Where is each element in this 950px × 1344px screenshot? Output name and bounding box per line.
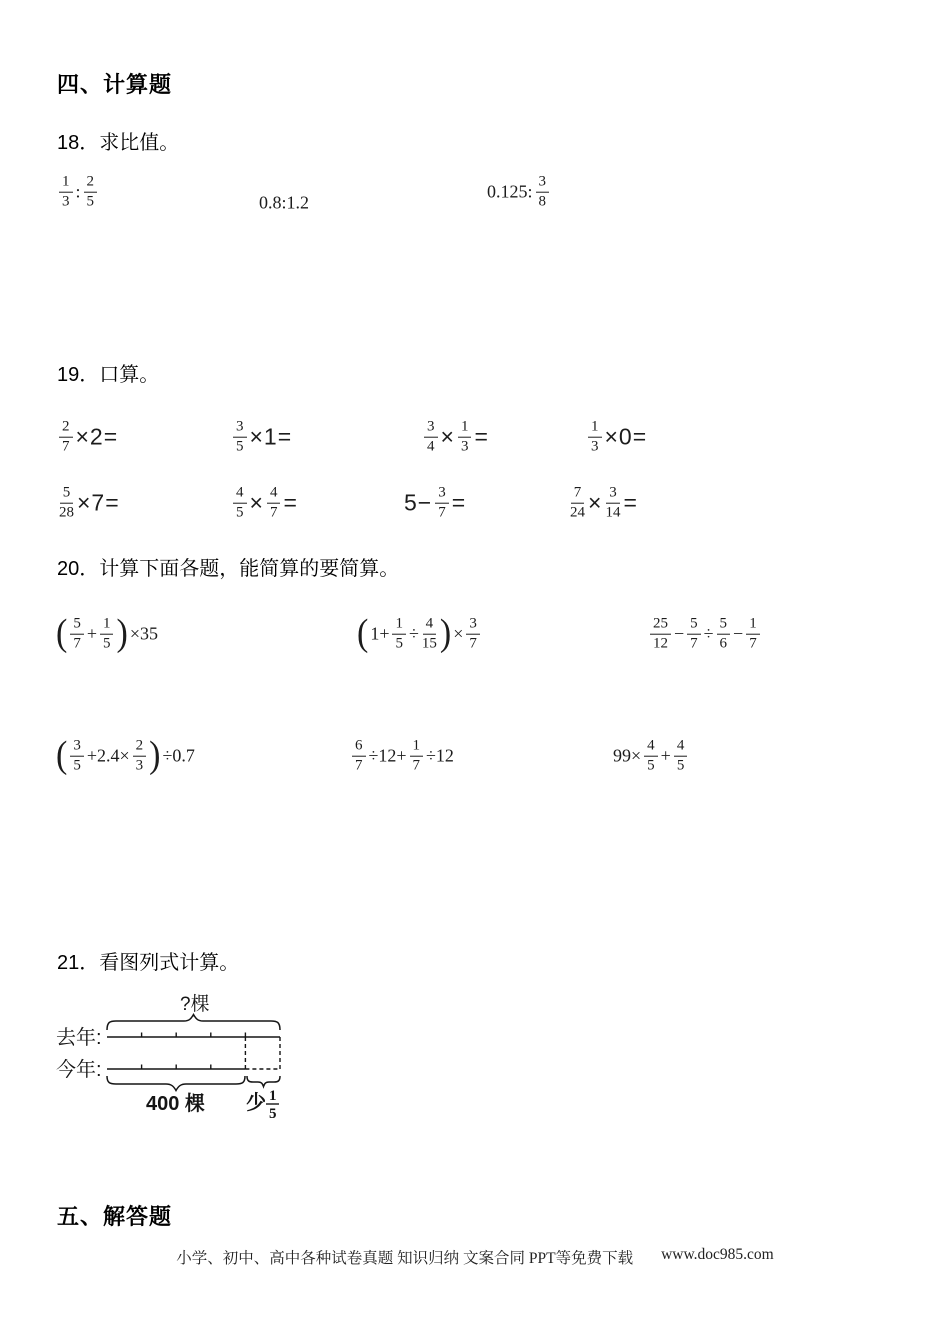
math-expression: $\frac{1}{3}$ ×0= (586, 419, 648, 456)
math-expression: 0.8:1.2 (259, 192, 310, 213)
fraction: $\frac{1}{5}$ (392, 616, 406, 653)
math-expression: ( 1+ $\frac{1}{5}$ ÷ $\frac{4}{15}$ ) × $\frac{3}{7}$ (356, 616, 482, 653)
footer-site: www.doc985.com (661, 1246, 774, 1263)
fraction: $\frac{6}{7}$ (352, 738, 366, 775)
fraction: $\frac{5}{7}$ (70, 616, 84, 653)
problem-21-title: 21．看图列式计算。 (57, 952, 240, 974)
fraction: $\frac{1}{7}$ (410, 738, 424, 775)
fraction: $\frac{3}{4}$ (424, 419, 438, 456)
fraction: $\frac{3}{8}$ (536, 174, 550, 211)
problem-18-expressions (0, 160, 950, 224)
fraction: $\frac{2}{3}$ (133, 738, 147, 775)
problem-20-title: 20．计算下面各题，能简算的要简算。 (57, 558, 400, 580)
math-expression: 0.125: $\frac{3}{8}$ (486, 174, 551, 211)
math-expression: $\frac{1}{3}$ : $\frac{2}{5}$ (57, 174, 99, 211)
math-expression: ( $\frac{5}{7}$ + $\frac{1}{5}$ ) ×35 (56, 612, 158, 654)
diagram-top-label: ?棵 (180, 994, 210, 1015)
parenthesis: ( (357, 612, 369, 654)
fraction: $\frac{1}{3}$ (59, 174, 73, 211)
problem-19-expressions-row1 (0, 410, 950, 464)
problem-18-title: 18．求比值。 (57, 132, 180, 154)
fraction: $\frac{1}{5}$ (100, 616, 114, 653)
bottom-brace-400 (107, 1076, 245, 1091)
less-label: 少 (246, 1092, 266, 1114)
math-expression: $\frac{25}{12}$ − $\frac{5}{7}$ ÷ $\frac{5}{6}$ − $\frac{1}{7}$ (648, 616, 762, 653)
fraction: $\frac{4}{5}$ (233, 485, 247, 522)
fraction: $\frac{4}{5}$ (644, 738, 658, 775)
fraction: $\frac{3}{5}$ (70, 738, 84, 775)
less-fraction-denominator: 5 (269, 1106, 277, 1122)
fraction: $\frac{3}{14}$ (605, 484, 621, 521)
math-expression: ( $\frac{3}{5}$ +2.4× $\frac{2}{3}$ ) ÷0.7 (56, 734, 195, 776)
fraction: $\frac{1}{3}$ (458, 419, 472, 456)
fraction: $\frac{4}{5}$ (674, 738, 688, 775)
top-brace (107, 1015, 280, 1031)
bar-diagram (50, 990, 340, 1148)
fraction: $\frac{5}{6}$ (717, 616, 731, 653)
math-expression: $\frac{2}{7}$ ×2= (57, 419, 119, 456)
math-expression: 5− $\frac{3}{7}$ = (404, 484, 467, 521)
fraction: $\frac{2}{5}$ (84, 174, 98, 211)
math-expression: $\frac{6}{7}$ ÷12+ $\frac{1}{7}$ ÷12 (350, 738, 455, 775)
math-expression: $\frac{5}{28}$ ×7= (59, 484, 120, 521)
parenthesis: ( (56, 612, 68, 654)
problem-20-expressions-row1 (0, 598, 950, 670)
math-expression: 99× $\frac{4}{5}$ + $\frac{4}{5}$ (612, 738, 689, 775)
parenthesis: ) (149, 734, 161, 776)
less-fraction-numerator: 1 (269, 1088, 277, 1104)
fraction: $\frac{2}{7}$ (59, 419, 73, 456)
bottom-brace-less (247, 1076, 280, 1087)
section-4-heading: 四、计算题 (57, 72, 173, 97)
fraction: $\frac{25}{12}$ (650, 616, 671, 653)
section-5-heading: 五、解答题 (57, 1204, 173, 1229)
fraction: $\frac{1}{7}$ (746, 616, 760, 653)
footer-text: 小学、初中、高中各种试卷真题 知识归纳 文案合同 PPT等免费下载 (176, 1250, 634, 1267)
math-expression: $\frac{3}{4}$ × $\frac{1}{3}$ = (422, 419, 490, 456)
fraction: $\frac{3}{7}$ (466, 616, 480, 653)
math-expression: $\frac{7}{24}$ × $\frac{3}{14}$ = (570, 484, 638, 521)
math-expression: $\frac{4}{5}$ × $\frac{4}{7}$ = (231, 485, 299, 522)
fraction: $\frac{3}{5}$ (233, 419, 247, 456)
math-expression: $\frac{3}{5}$ ×1= (231, 419, 293, 456)
fraction: $\frac{1}{3}$ (588, 419, 602, 456)
fraction: $\frac{5}{7}$ (687, 616, 701, 653)
fraction: $\frac{7}{24}$ (570, 484, 585, 521)
problem-19-title: 19．口算。 (57, 364, 160, 386)
bottom-400-label: 400 棵 (146, 1093, 205, 1115)
parenthesis: ) (439, 612, 452, 654)
fraction: $\frac{4}{7}$ (267, 485, 281, 522)
this-year-label: 今年: (56, 1059, 102, 1081)
last-year-label: 去年: (56, 1027, 102, 1049)
parenthesis: ) (116, 612, 128, 654)
parenthesis: ( (56, 734, 68, 776)
fraction: $\frac{4}{15}$ (421, 615, 437, 652)
fraction: $\frac{3}{7}$ (435, 485, 449, 522)
problem-20-expressions-row2 (0, 720, 950, 792)
fraction: $\frac{5}{28}$ (59, 484, 74, 521)
page-footer (0, 1246, 950, 1268)
problem-19-expressions-row2 (0, 476, 950, 530)
